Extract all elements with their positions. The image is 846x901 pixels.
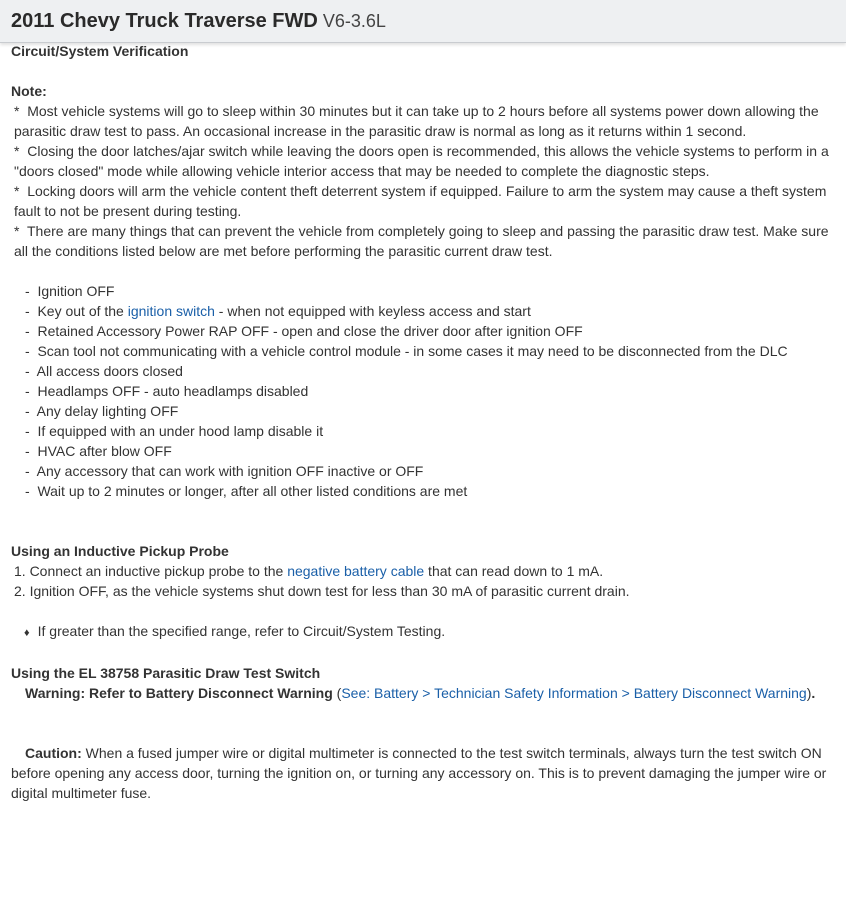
page-header xyxy=(0,0,846,43)
engine-label: V6-3.6L xyxy=(322,11,386,31)
condition-item: - Scan tool not communicating with a vehicle control module - in some cases it may need to be disconnected from the DLC xyxy=(25,343,788,359)
battery-disconnect-warning-link[interactable]: See: Battery > Technician Safety Information > Battery Disconnect Warning xyxy=(341,685,807,701)
note-label: Note: xyxy=(11,83,47,99)
condition-item: - Any delay lighting OFF xyxy=(25,403,179,419)
condition-item: - Ignition OFF xyxy=(25,283,115,299)
vehicle-title: 2011 Chevy Truck Traverse FWD xyxy=(11,10,318,32)
condition-item: - Retained Accessory Power RAP OFF - open and close the driver door after ignition OFF xyxy=(25,323,583,339)
sub-step-item: ♦ If greater than the specified range, refer to Circuit/System Testing. xyxy=(24,623,446,639)
note-item: * There are many things that can prevent the vehicle from completely going to sleep and passing the parasitic draw test. Make sure all the conditions listed below are met before performing the parasitic current draw test. xyxy=(14,223,829,259)
negative-battery-cable-link[interactable]: negative battery cable xyxy=(287,563,425,579)
condition-item: - Headlamps OFF - auto headlamps disabled xyxy=(25,383,309,399)
note-item: * Locking doors will arm the vehicle content theft deterrent system if equipped. Failure to arm the system may cause a theft system fault to not be present during testing. xyxy=(14,183,827,219)
note-item: * Closing the door latches/ajar switch while leaving the doors open is recommended, this allows the vehicle systems to perform in a "doors closed" mode while allowing vehicle interior access that may be needed to complete the diagnostic steps. xyxy=(14,143,829,179)
document-body xyxy=(0,41,846,803)
ignition-switch-link[interactable]: ignition switch xyxy=(127,303,215,319)
condition-item: - Key out of the ignition switch - when not equipped with keyless access and start xyxy=(25,303,531,319)
step-item: 1. Connect an inductive pickup probe to the negative battery cable that can read down to 1 mA. xyxy=(14,563,604,579)
condition-item: - HVAC after blow OFF xyxy=(25,443,172,459)
test-switch-title: Using the EL 38758 Parasitic Draw Test Switch xyxy=(11,665,321,681)
step-item: 2. Ignition OFF, as the vehicle systems shut down test for less than 30 mA of parasitic current drain. xyxy=(14,583,630,599)
caution-text: Caution: When a fused jumper wire or digital multimeter is connected to the test switch terminals, always turn the test switch ON before opening any access door, turning the ignition on, or turning any accessory on. This is to prevent damaging the jumper wire or digital multimeter fuse. xyxy=(11,745,827,801)
condition-item: - Any accessory that can work with ignition OFF inactive or OFF xyxy=(25,463,424,479)
inductive-probe-title: Using an Inductive Pickup Probe xyxy=(11,543,229,559)
section-title: Circuit/System Verification xyxy=(11,43,189,59)
note-item: * Most vehicle systems will go to sleep within 30 minutes but it can take up to 2 hours before all systems power down allowing the parasitic draw test to pass. An occasional increase in the parasitic draw is normal as long as it returns within 1 second. xyxy=(14,103,819,139)
condition-item: - If equipped with an under hood lamp disable it xyxy=(25,423,324,439)
diamond-bullet-icon: ♦ xyxy=(24,627,30,639)
condition-item: - Wait up to 2 minutes or longer, after all other listed conditions are met xyxy=(25,483,468,499)
condition-item: - All access doors closed xyxy=(25,363,183,379)
warning-text: Warning: Refer to Battery Disconnect Warning (See: Battery > Technician Safety Information > Battery Disconnect Warning). xyxy=(25,685,816,701)
